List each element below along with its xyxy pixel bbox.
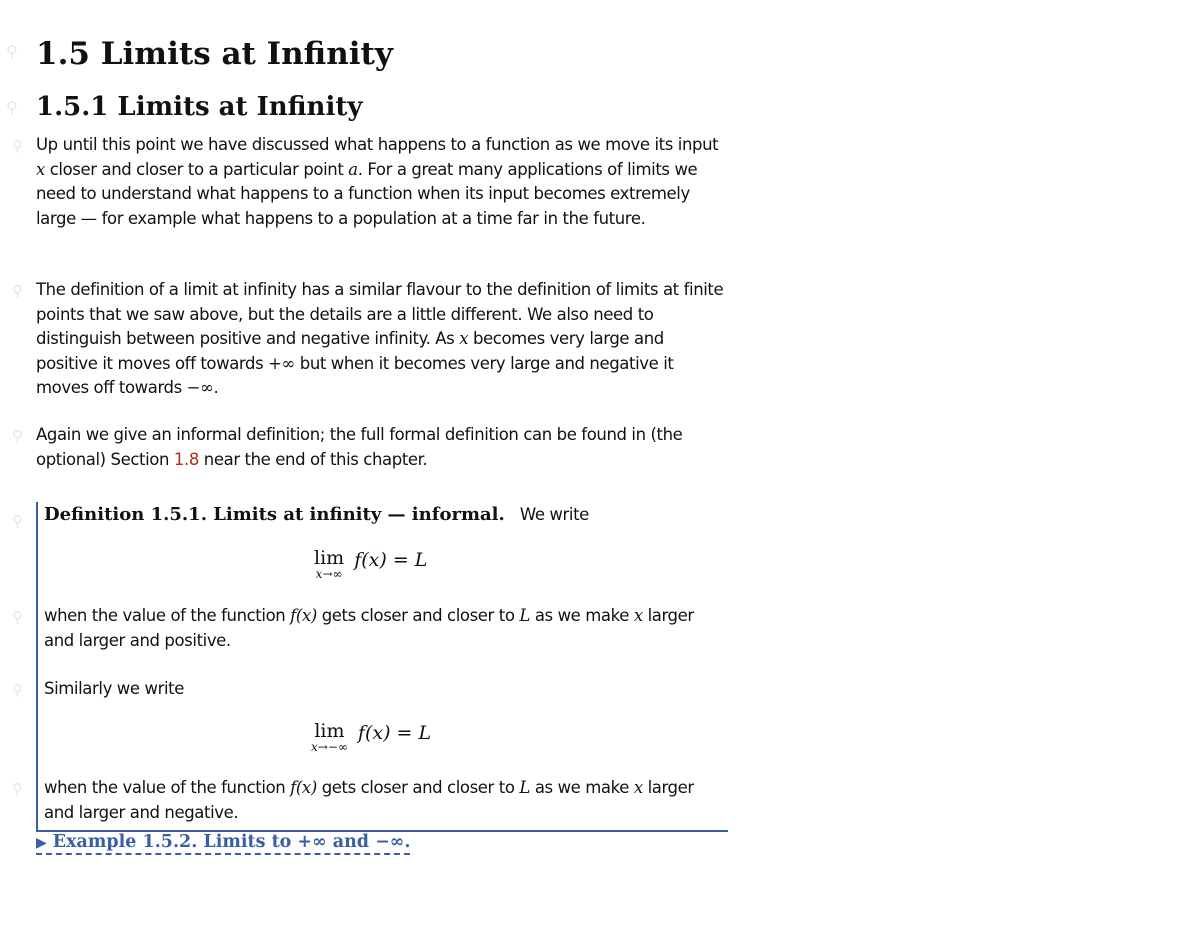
definition-after-positive: ⚲ when the value of the function f(x) gets closer and closer to L as we make x larger and larger and positive. — [12, 606, 694, 650]
definition-intro: We write — [519, 505, 589, 524]
definition-similarly: ⚲ Similarly we write — [12, 679, 184, 699]
permalink-icon[interactable]: ⚲ — [12, 681, 23, 699]
equation-limit-negative: lim x→−∞ f(x) = L — [311, 720, 432, 754]
page-title: ⚲ 1.5 Limits at Infinity — [6, 36, 393, 72]
permalink-icon[interactable]: ⚲ — [12, 427, 23, 445]
definition-heading — [12, 504, 724, 530]
permalink-icon[interactable]: ⚲ — [12, 512, 23, 530]
permalink-icon[interactable]: ⚲ — [12, 608, 23, 626]
paragraph-informal-note: ⚲ Again we give an informal definition; the full formal definition can be found in (the optional) Section 1.8 near the end of this chapter. — [12, 425, 683, 469]
equation-limit-positive: lim x→∞ f(x) = L — [314, 547, 428, 581]
permalink-icon[interactable]: ⚲ — [6, 42, 18, 61]
example-toggle[interactable] — [36, 832, 410, 855]
section-link[interactable]: 1.8 — [173, 449, 199, 469]
example-label: Example 1.5.2. Limits to +∞ and −∞. — [52, 832, 411, 852]
paragraph-intro: ⚲ Up until this point we have discussed what happens to a function as we move its input x closer and closer to a particular point a. For a great many applications of limits we need to understand what happens to a function when its input becomes extremely large — for example what happens to a population at a time far in the future. — [12, 135, 719, 228]
permalink-icon[interactable]: ⚲ — [12, 282, 23, 300]
permalink-icon[interactable]: ⚲ — [12, 137, 23, 155]
permalink-icon[interactable]: ⚲ — [6, 98, 18, 117]
expand-triangle-icon: ▶ — [36, 835, 47, 851]
definition-title: Definition 1.5.1. Limits at infinity — informal. — [44, 504, 505, 525]
permalink-icon[interactable]: ⚲ — [12, 780, 23, 798]
subsection-title: ⚲ 1.5.1 Limits at Infinity — [6, 92, 363, 122]
paragraph-definition-context: ⚲ The definition of a limit at infinity has a similar flavour to the definition of limits at finite points that we saw above, but the details are a little different. We also need to distinguish between positive and negative infinity. As x becomes very large and positive it moves off towards +∞ but when it becomes very large and negative it moves off towards −∞. — [12, 280, 724, 397]
definition-after-negative: ⚲ when the value of the function f(x) gets closer and closer to L as we make x larger and larger and negative. — [12, 778, 694, 822]
